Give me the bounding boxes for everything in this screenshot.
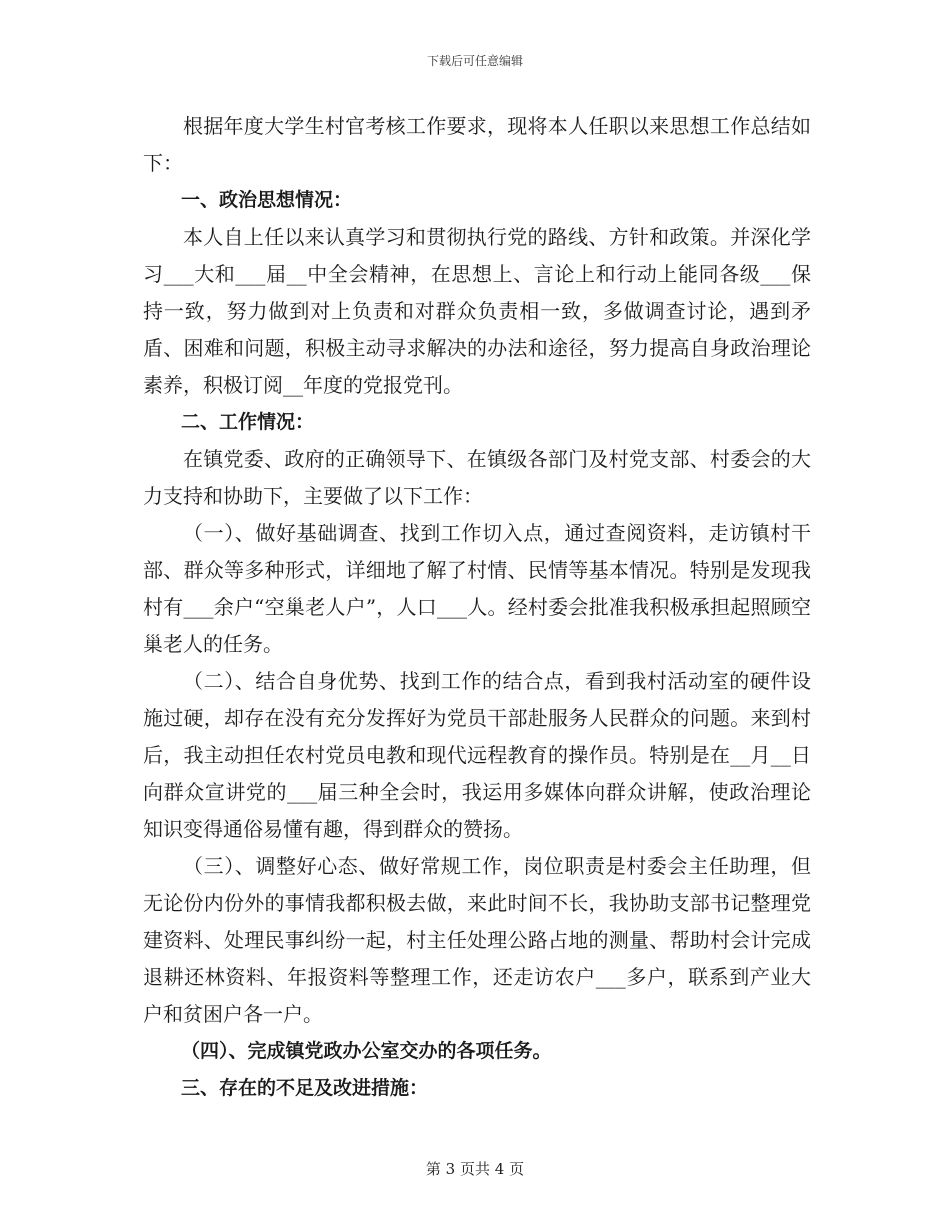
work-item-2-paragraph: （二）、结合自身优势、找到工作的结合点，看到我村活动室的硬件设施过硬，却存在没有充分发挥好为党员干部赴服务人民群众的问题。来到村后，我主动担任农村党员电教和现代远程教育的操作员。特别是在__月__日向群众宣讲党的___届三种全会时，我运用多媒体向群众讲解，使政治理论知识变得通俗易懂有趣，得到群众的赞扬。 bbox=[143, 669, 811, 841]
page-header: 下载后可任意编辑 bbox=[426, 54, 523, 68]
work-item-4-heading: （四）、完成镇党政办公室交办的各项任务。 bbox=[181, 1040, 552, 1062]
political-paragraph: 本人自上任以来认真学习和贯彻执行党的路线、方针和政策。并深化学习___大和___届__中全会精神，在思想上、言论上和行动上能同各级___保持一致，努力做到对上负责和对群众负责相一致，多做调查讨论，遇到矛盾、困难和问题，积极主动寻求解决的办法和途径，努力提高自身政治理论素养，积极订阅__年度的党报党刊。 bbox=[143, 225, 811, 397]
work-item-3-paragraph: （三）、调整好心态、做好常规工作，岗位职责是村委会主任助理，但无论份内份外的事情我都积极去做，来此时间不长，我协助支部书记整理党建资料、处理民事纠纷一起，村主任处理公路占地的测量、帮助村会计完成退耕还林资料、年报资料等整理工作，还走访农户___多户，联系到产业大户和贫困户各一户。 bbox=[143, 854, 811, 1026]
document-body bbox=[143, 108, 811, 1107]
section-heading-shortcomings: 三、存在的不足及改进措施： bbox=[181, 1077, 429, 1099]
work-intro-paragraph: 在镇党委、政府的正确领导下、在镇级各部门及村党支部、村委会的大力支持和协助下，主要做了以下工作： bbox=[143, 447, 811, 508]
section-heading-political: 一、政治思想情况： bbox=[181, 189, 353, 211]
section-heading-work: 二、工作情况： bbox=[181, 411, 315, 433]
intro-paragraph: 根据年度大学生村官考核工作要求，现将本人任职以来思想工作总结如下： bbox=[143, 114, 811, 175]
work-item-1-paragraph: （一）、做好基础调查、找到工作切入点，通过查阅资料，走访镇村干部、群众等多种形式，详细地了解了村情、民情等基本情况。特别是发现我村有___余户“空巢老人户”，人口___人。经村委会批准我积极承担起照顾空巢老人的任务。 bbox=[143, 521, 811, 656]
page-footer: 第 3 页共 4 页 bbox=[425, 1160, 525, 1178]
